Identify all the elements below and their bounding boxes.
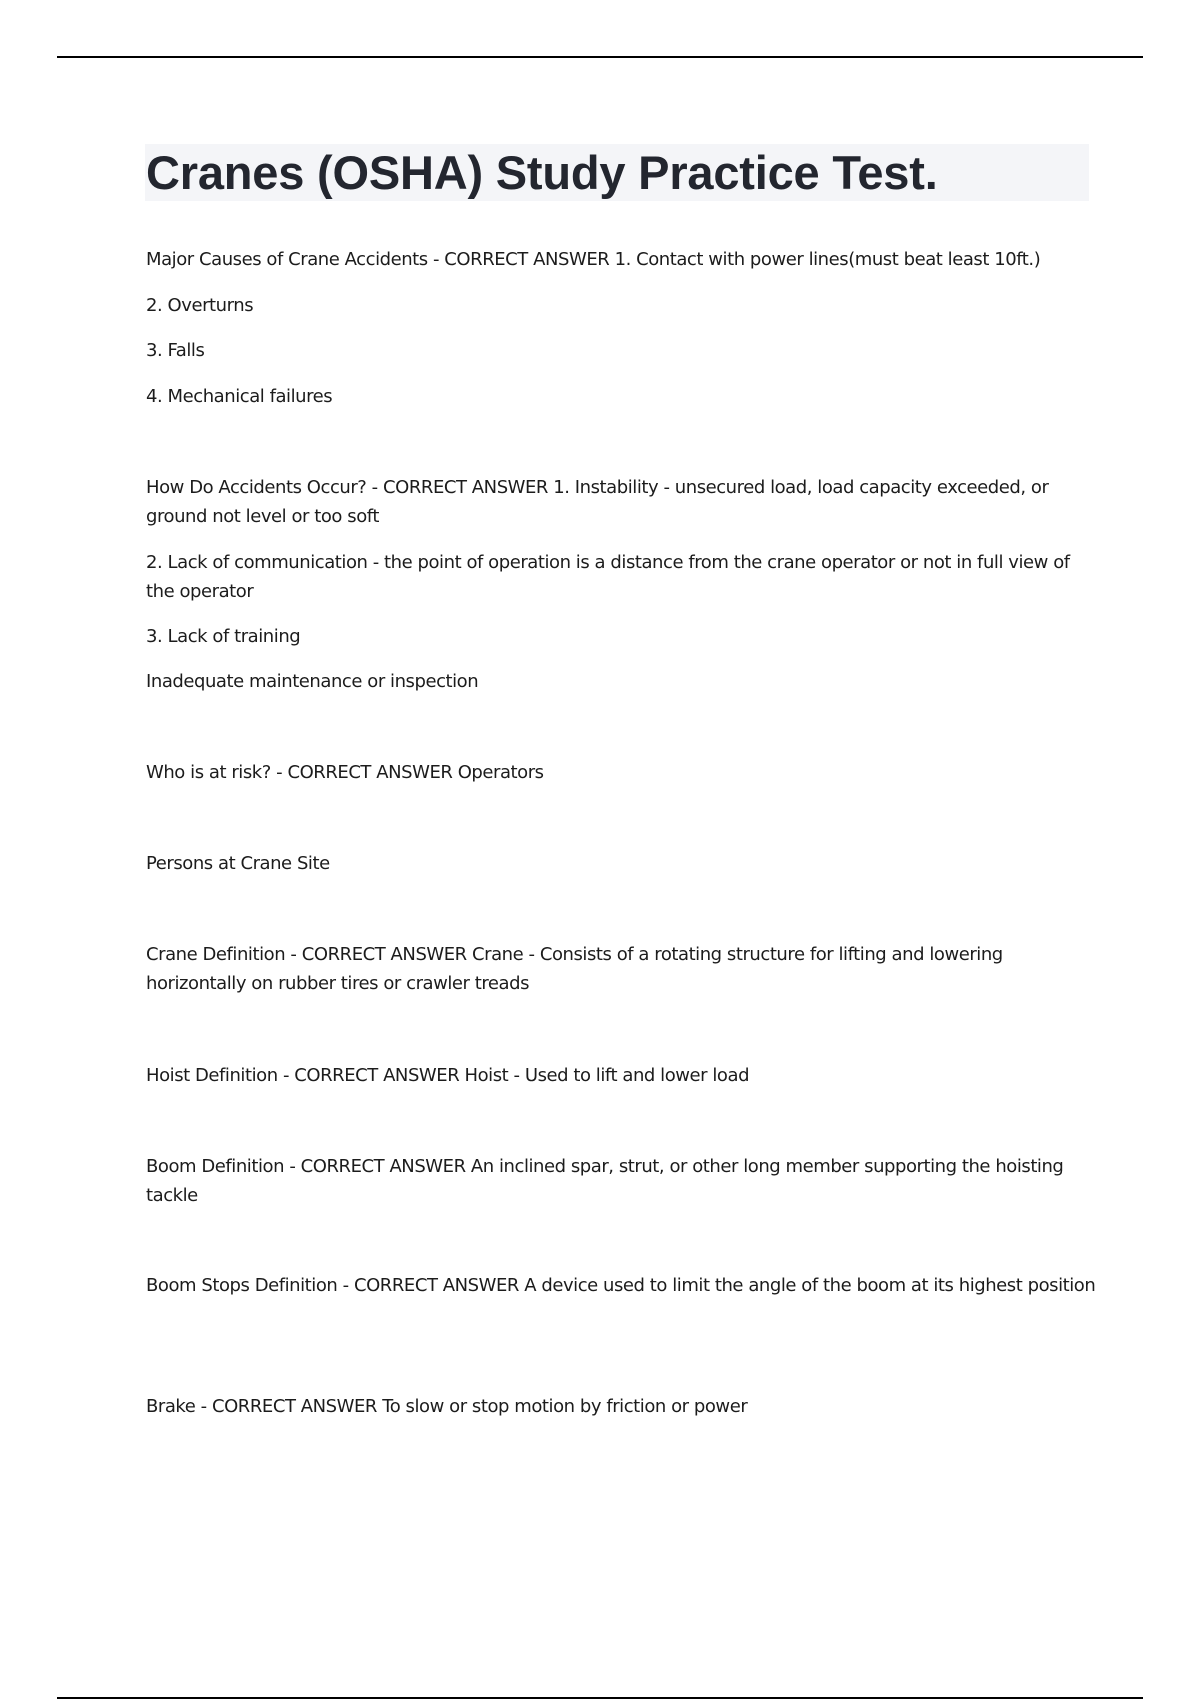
question-crane-definition: Crane Definition - CORRECT ANSWER Crane - Consists of a rotating structure for lifting and lowering horizontally on rubber tires or crawler treads: [146, 944, 1003, 994]
question-hoist-definition: Hoist Definition - CORRECT ANSWER Hoist - Used to lift and lower load: [146, 1065, 750, 1086]
question-who-at-risk: Who is at risk? - CORRECT ANSWER Operators: [146, 762, 544, 783]
question-boom-definition: Boom Definition - CORRECT ANSWER An inclined spar, strut, or other long member supporting the hoisting tackle: [146, 1156, 1064, 1206]
answer-lack-of-training: 3. Lack of training: [146, 626, 301, 647]
question-how-accidents-occur: How Do Accidents Occur? - CORRECT ANSWER 1. Instability - unsecured load, load capacity exceeded, or ground not level or too soft: [146, 477, 1049, 527]
question-brake: Brake - CORRECT ANSWER To slow or stop motion by friction or power: [146, 1396, 748, 1417]
answer-overturns: 2. Overturns: [146, 295, 254, 316]
answer-inadequate-maintenance: Inadequate maintenance or inspection: [146, 671, 479, 692]
answer-persons-at-crane-site: Persons at Crane Site: [146, 853, 330, 874]
answer-lack-of-communication: 2. Lack of communication - the point of operation is a distance from the crane operator or not in full view of the operator: [146, 552, 1070, 602]
document-title: Cranes (OSHA) Study Practice Test.: [146, 146, 938, 199]
top-divider: [57, 56, 1143, 58]
answer-falls: 3. Falls: [146, 340, 205, 361]
answer-mechanical-failures: 4. Mechanical failures: [146, 386, 333, 407]
question-major-causes: Major Causes of Crane Accidents - CORRECT ANSWER 1. Contact with power lines(must beat least 10ft.): [146, 249, 1041, 270]
question-boom-stops-definition: Boom Stops Definition - CORRECT ANSWER A device used to limit the angle of the boom at its highest position: [146, 1275, 1096, 1296]
bottom-divider: [57, 1697, 1143, 1699]
